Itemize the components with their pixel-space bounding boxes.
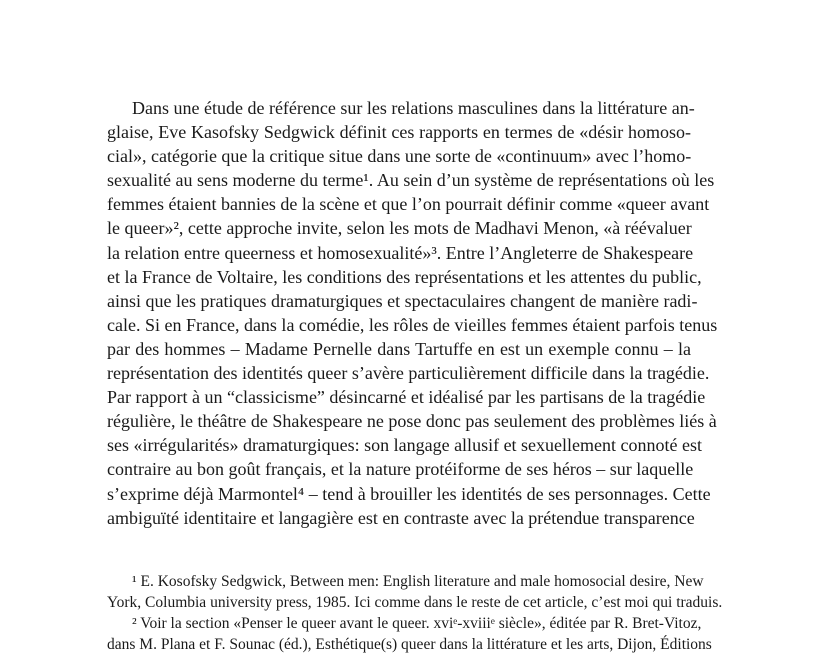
footnote-line: dans M. Plana et F. Sounac (éd.), Esthétique(s) queer dans la littérature et les arts, Dijon, Éditions (107, 636, 712, 653)
footnote-line: ² Voir la section «Penser le queer avant le queer. xviᵉ-xviiiᵉ siècle», éditée par R. Bret-Vitoz, (132, 615, 702, 632)
main-paragraph (107, 96, 718, 530)
paragraph-line: par des hommes – Madame Pernelle dans Tartuffe en est un exemple connu – la (107, 338, 691, 359)
paragraph-line: cale. Si en France, dans la comédie, les rôles de vieilles femmes étaient parfois tenus (107, 314, 718, 335)
paragraph-line: glaise, Eve Kasofsky Sedgwick définit ces rapports en termes de «désir homoso- (107, 122, 691, 143)
paragraph-line: régulière, le théâtre de Shakespeare ne pose donc pas seulement des problèmes liés à (107, 411, 717, 432)
paragraph-line: ainsi que les pratiques dramaturgiques et spectaculaires changent de manière radi- (107, 290, 698, 311)
paragraph-line: femmes étaient bannies de la scène et que l’on pourrait définir comme «queer avant (107, 194, 710, 215)
paragraph-line: Dans une étude de référence sur les relations masculines dans la littérature an- (132, 98, 695, 118)
paragraph-line: s’exprime déjà Marmontel⁴ – tend à brouiller les identités de ses personnages. Cette (107, 483, 711, 504)
paragraph-line: la relation entre queerness et homosexualité»³. Entre l’Angleterre de Shakespeare (107, 242, 694, 263)
paragraph-line: et la France de Voltaire, les conditions des représentations et les attentes du public, (107, 266, 702, 287)
paragraph-line: ses «irrégularités» dramaturgiques: son langage allusif et sexuellement connoté est (107, 435, 702, 456)
paragraph-line: le queer»², cette approche invite, selon les mots de Madhavi Menon, «à réévaluer (107, 218, 692, 239)
paragraph-line: sexualité au sens moderne du terme¹. Au sein d’un système de représentations où les (107, 170, 715, 191)
paragraph-line: Par rapport à un “classicisme” désincarné et idéalisé par les partisans de la tragédie (107, 387, 706, 408)
footnote-line: York, Columbia university press, 1985. Ici comme dans le reste de cet article, c’est moi qui traduis. (107, 594, 723, 611)
paragraph-line: cial», catégorie que la critique situe dans une sorte de «continuum» avec l’homo- (107, 146, 692, 167)
paragraph-line: contraire au bon goût français, et la nature protéiforme de ses héros – sur laquelle (107, 459, 694, 480)
paragraph-line: ambiguïté identitaire et langagière est en contraste avec la prétendue transparence (107, 507, 695, 528)
footnotes (107, 571, 723, 655)
paragraph-line: représentation des identités queer s’avère particulièrement difficile dans la tragédie. (107, 363, 710, 384)
footnote-line: ¹ E. Kosofsky Sedgwick, Between men: English literature and male homosocial desire, New (132, 573, 704, 590)
